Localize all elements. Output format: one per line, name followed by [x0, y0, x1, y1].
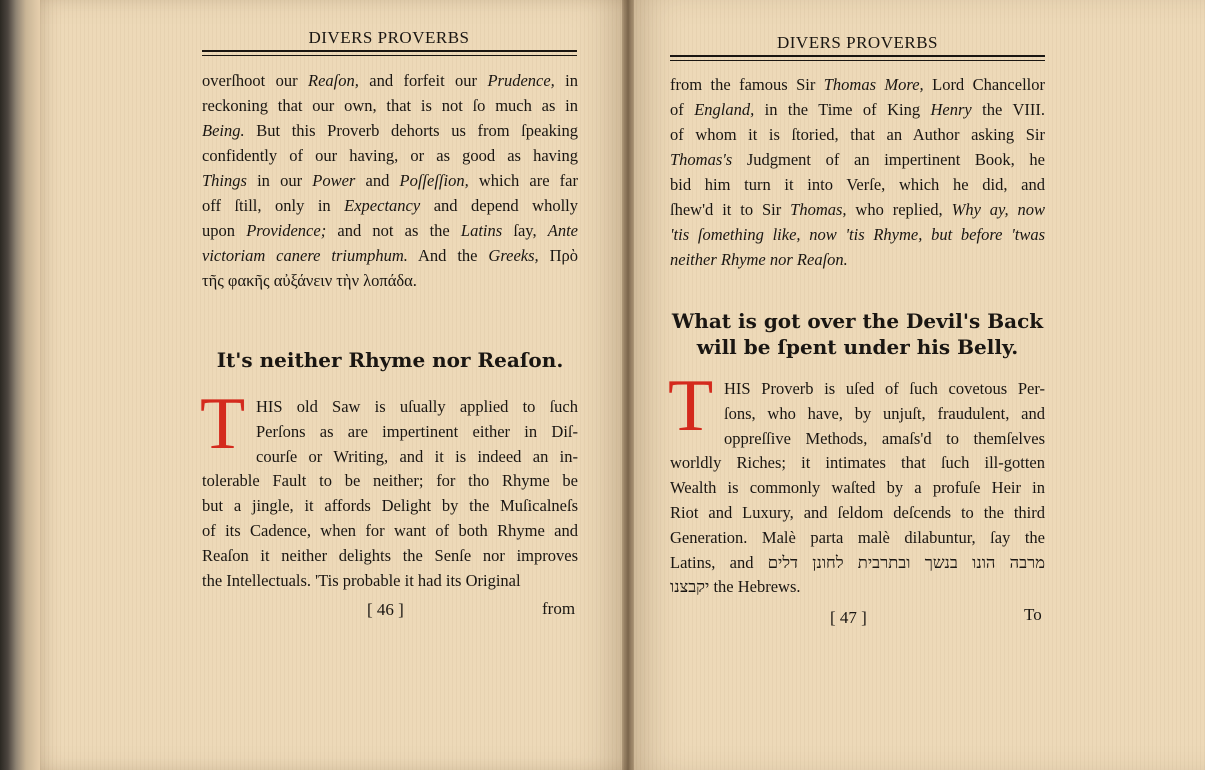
- text-line: Latins, and מרבה הונו בנשך ובתרבית לחונן דלים: [670, 552, 1045, 572]
- text-line: off ſtill, only in Expectancy and depend wholly: [202, 196, 578, 215]
- text-line: τῆς φακῆς αὐξάνειν τὴν λοπάδα.: [202, 271, 417, 290]
- text-line: from the famous Sir Thomas More, Lord Chancellor: [670, 75, 1045, 94]
- text-line: but a jingle, it affords Delight by the Muſicalneſs: [202, 496, 578, 516]
- text-line: Reaſon it neither delights the Senſe nor improves: [202, 545, 578, 565]
- section-heading: It's neither Rhyme nor Reaſon.: [216, 348, 564, 372]
- text-line: reckoning that our own, that is not ſo much as in: [202, 96, 578, 115]
- body-paragraph: [202, 395, 578, 593]
- text-line: Things in our Power and Poſſeſſion, which are far: [202, 171, 578, 190]
- text-line: courſe or Writing, and it is indeed an in-: [256, 446, 578, 466]
- text-line: bid him turn it into Verſe, which he did, and: [670, 175, 1045, 194]
- text-line: of whom it is ſtoried, that an Author asking Sir: [670, 125, 1045, 144]
- book-edge: [0, 0, 40, 770]
- text-line: overſhoot our Reaſon, and forfeit our Prudence, in: [202, 71, 579, 90]
- gutter-shadow: [622, 0, 634, 770]
- running-head: DIVERS PROVERBS: [308, 28, 470, 47]
- running-head: DIVERS PROVERBS: [776, 33, 938, 52]
- left-page: [40, 0, 628, 770]
- catchword: To: [1024, 605, 1042, 624]
- text-line: the Intellectuals. 'Tis probable it had its Original: [202, 570, 521, 590]
- head-rule: [670, 55, 1045, 57]
- text-line: of England, in the Time of King Henry the VIII.: [670, 100, 1045, 119]
- text-line: ſhew'd it to Sir Thomas, who replied, Why ay, now: [670, 200, 1045, 219]
- top-text-block: [670, 72, 1045, 272]
- drop-cap: T: [668, 365, 714, 447]
- text-line: HIS Proverb is uſed of ſuch covetous Per-: [724, 379, 1045, 398]
- top-text-block: [202, 68, 578, 293]
- catchword: from: [542, 599, 576, 618]
- text-line: of its Cadence, when for want of both Rhyme and: [202, 520, 578, 540]
- page-number: [ 46 ]: [367, 600, 404, 619]
- text-line: victoriam canere triumphum. And the Greeks, Πρὸ: [202, 246, 578, 265]
- text-line: upon Providence; and not as the Latins ſay, Ante: [202, 221, 579, 240]
- text-line: Perſons as are impertinent either in Diſ-: [256, 421, 578, 441]
- text-line: confidently of our having, or as good as having: [202, 146, 578, 165]
- right-page: [628, 0, 1205, 770]
- section-heading: [670, 308, 1045, 360]
- text-line: Riot and Luxury, and ſeldom deſcends to the third: [670, 502, 1045, 522]
- text-line: tolerable Fault to be neither; for tho Rhyme be: [202, 471, 578, 491]
- text-line: Wealth is commonly waſted by a profuſe Heir in: [670, 478, 1045, 498]
- text-line: יקבצנו the Hebrews.: [670, 577, 801, 597]
- text-line: ſons, who have, by unjuſt, fraudulent, and: [724, 403, 1045, 423]
- text-line: worldly Riches; it intimates that ſuch ill-gotten: [670, 453, 1045, 473]
- drop-cap: T: [200, 383, 246, 465]
- body-paragraph: [670, 377, 1045, 600]
- heading-line: What is got over the Devil's Back: [671, 309, 1044, 333]
- text-line: oppreſſive Methods, amaſs'd to themſelves: [724, 428, 1045, 448]
- text-line: 'tis ſomething like, now 'tis Rhyme, but before 'twas: [670, 225, 1045, 244]
- heading-line: will be ſpent under his Belly.: [696, 335, 1019, 359]
- text-line: Thomas's Judgment of an impertinent Book, he: [670, 150, 1045, 169]
- text-line: HIS old Saw is uſually applied to ſuch: [256, 397, 578, 416]
- head-rule: [202, 50, 577, 52]
- text-line: Being. But this Proverb dehorts us from ſpeaking: [202, 121, 578, 140]
- text-line: neither Rhyme nor Reaſon.: [670, 250, 848, 269]
- text-line: Generation. Malè parta malè dilabuntur, ſay the: [670, 527, 1045, 547]
- page-number: [ 47 ]: [830, 608, 867, 627]
